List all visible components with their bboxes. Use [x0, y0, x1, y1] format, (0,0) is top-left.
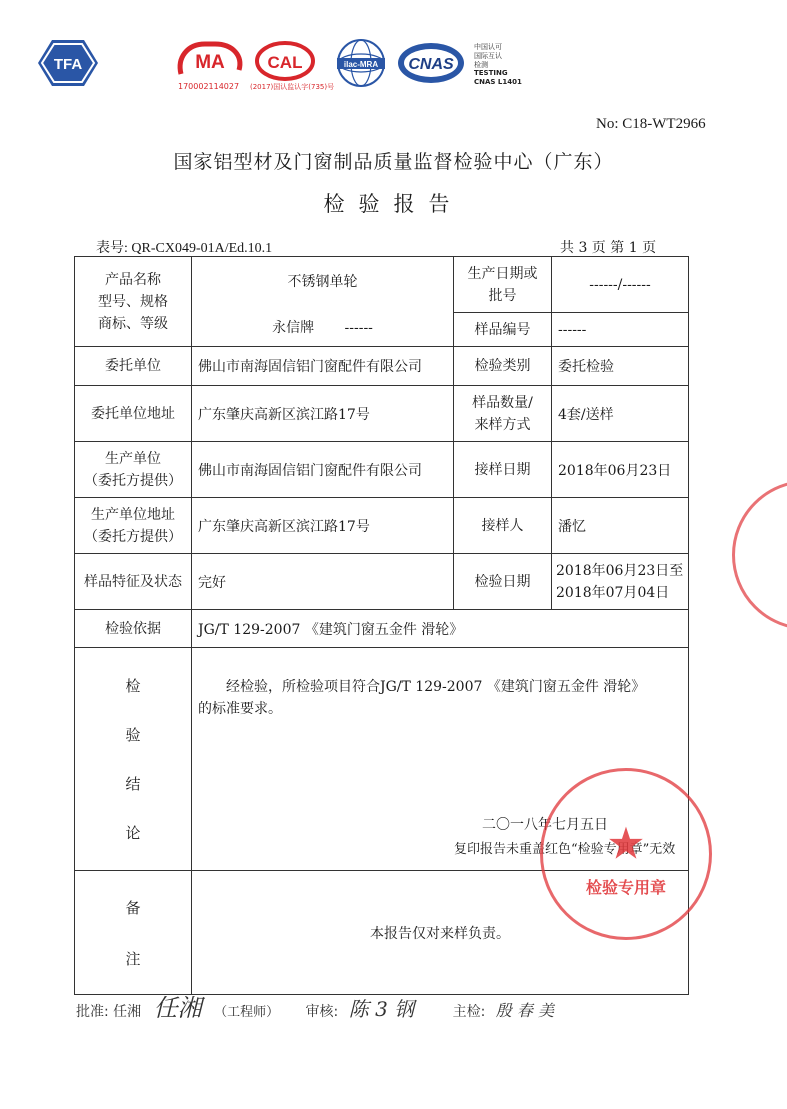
signature-row	[76, 988, 554, 1023]
form-number: 表号: QR-CX049-01A/Ed.10.1	[96, 241, 273, 256]
stamp-text: 检验专用章	[585, 878, 666, 897]
cma-code: 170002114027	[178, 82, 240, 91]
prod-date-value: ------/------	[552, 257, 689, 313]
sample-no-value: ------	[552, 313, 689, 347]
test-date-label: 检验日期	[454, 554, 552, 610]
product-label-2: 型号、规格	[98, 293, 168, 310]
conclusion-text-1: 经检验，所检验项目符合JG/T 129-2007 《建筑门窗五金件 滑轮》	[226, 679, 646, 695]
product-label-cell	[75, 257, 192, 347]
product-name: 不锈钢单轮	[287, 274, 358, 290]
product-label-3: 商标、等级	[98, 315, 168, 332]
maker-value: 佛山市南海固信铝门窗配件有限公司	[192, 442, 454, 498]
review-label: 审核:	[305, 1004, 339, 1020]
page-info: 共 3 页 第 1 页	[560, 240, 657, 256]
remark-label-cell	[75, 871, 192, 995]
state-value: 完好	[192, 554, 454, 610]
qty-label-1: 样品数量/	[472, 394, 533, 411]
prod-date-label-cell	[454, 257, 552, 313]
client-addr-value: 广东肇庆高新区滨江路17号	[192, 386, 454, 442]
recv-date-label: 接样日期	[454, 442, 552, 498]
cma-text: MA	[195, 52, 225, 73]
test-date-value-2: 2018年07月04日	[556, 584, 670, 601]
receiver-value: 潘忆	[552, 498, 689, 554]
cnas-cn-line-3: 检测	[474, 61, 488, 69]
approve-label: 批准: 任湘	[76, 1004, 142, 1020]
basis-label: 检验依据	[75, 610, 192, 648]
cma-logo	[175, 40, 245, 82]
qty-label-cell	[454, 386, 552, 442]
cnas-cn-line-1: 中国认可	[474, 43, 502, 51]
approve-title: （工程师）	[214, 1005, 280, 1020]
model-value: ------	[344, 320, 373, 336]
ilac-text: ilac-MRA	[343, 60, 379, 69]
test-date-value-cell	[552, 554, 689, 610]
client-label: 委托单位	[75, 347, 192, 386]
tfa-logo	[36, 38, 100, 88]
cnas-en-line-1: TESTING	[474, 69, 508, 77]
client-value: 佛山市南海固信铝门窗配件有限公司	[192, 347, 454, 386]
cnas-cn-line-2: 国际互认	[474, 52, 502, 60]
approve-signature: 任湘	[153, 994, 202, 1022]
cnas-en-line-2: CNAS L1401	[474, 78, 522, 86]
conclusion-char-3: 结	[125, 775, 141, 793]
client-addr-label: 委托单位地址	[75, 386, 192, 442]
test-type-value: 委托检验	[552, 347, 689, 386]
cnas-logo	[396, 40, 466, 86]
sample-no-label: 样品编号	[454, 313, 552, 347]
cal-logo	[253, 40, 317, 82]
conclusion-date: 二〇一八年七月五日	[482, 817, 608, 833]
maker-label-2: （委托方提供）	[84, 472, 182, 489]
product-value-cell	[192, 257, 454, 347]
prod-date-label-2: 批号	[488, 287, 517, 304]
basis-value: JG/T 129-2007 《建筑门窗五金件 滑轮》	[192, 610, 689, 648]
conclusion-text-2: 的标准要求。	[198, 701, 282, 717]
remark-text: 本报告仅对来样负责。	[192, 871, 689, 995]
prod-date-label-1: 生产日期或	[467, 265, 538, 282]
qty-value: 4套/送样	[552, 386, 689, 442]
remark-char-2: 注	[125, 949, 141, 968]
stamp-star-icon: ★	[606, 818, 646, 870]
tfa-text: TFA	[53, 56, 83, 73]
cal-code: (2017)国认监认字(735)号	[250, 83, 335, 91]
state-label: 样品特征及状态	[75, 554, 192, 610]
stamp-conclusion	[540, 768, 712, 940]
conclusion-char-2: 验	[125, 726, 141, 744]
maker-addr-label-1: 生产单位地址	[91, 506, 175, 523]
main-label: 主检:	[452, 1004, 486, 1020]
conclusion-label-cell	[75, 648, 192, 871]
cal-text: CAL	[267, 53, 303, 72]
test-type-label: 检验类别	[454, 347, 552, 386]
stamp-edge	[732, 480, 787, 630]
qty-label-2: 来样方式	[474, 416, 531, 433]
brand-value: 永信牌	[272, 320, 315, 336]
report-number: No: C18-WT2966	[596, 116, 706, 132]
maker-label-1: 生产单位	[105, 450, 161, 467]
product-label-1: 产品名称	[105, 271, 161, 288]
maker-addr-label-2: （委托方提供）	[84, 528, 182, 545]
remark-char-1: 备	[125, 898, 141, 917]
report-title: 检验报告	[323, 192, 464, 216]
conclusion-char-1: 检	[125, 677, 141, 695]
review-signature: 陈 3 钢	[348, 997, 415, 1021]
center-name: 国家铝型材及门窗制品质量监督检验中心（广东）	[173, 151, 614, 173]
ilac-mra-logo	[333, 38, 389, 88]
main-signature: 殷 春 美	[495, 1001, 554, 1020]
maker-addr-value: 广东肇庆高新区滨江路17号	[192, 498, 454, 554]
conclusion-note: 复印报告未重盖红色“检验专用章”无效	[454, 842, 676, 857]
receiver-label: 接样人	[454, 498, 552, 554]
conclusion-char-4: 论	[125, 824, 141, 842]
maker-addr-label-cell	[75, 498, 192, 554]
test-date-value-1: 2018年06月23日至	[556, 562, 684, 579]
recv-date-value: 2018年06月23日	[552, 442, 689, 498]
maker-label-cell	[75, 442, 192, 498]
cnas-text: CNAS	[408, 56, 454, 73]
